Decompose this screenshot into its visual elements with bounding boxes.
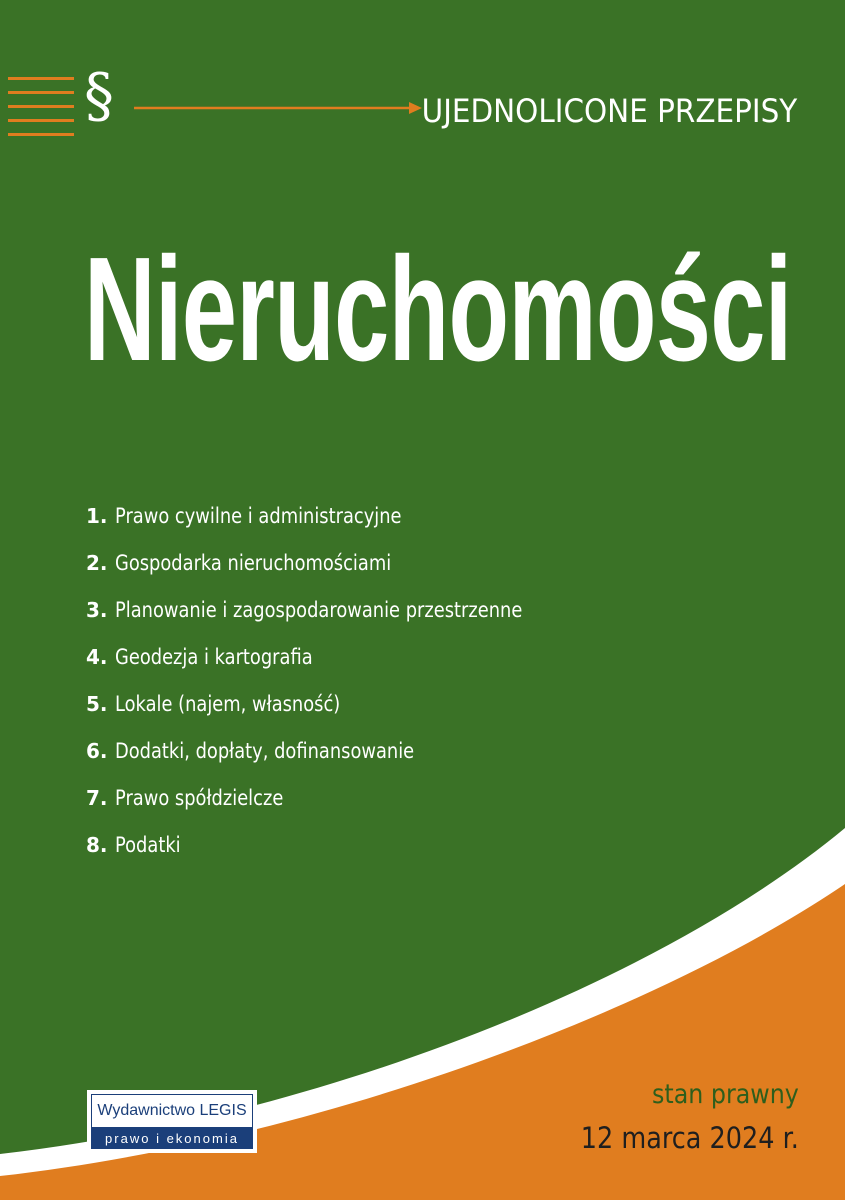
toc-text: Podatki [115,832,181,857]
toc-text: Lokale (najem, własność) [115,691,341,716]
toc-item [86,774,594,821]
series-title: UJEDNOLICONE PRZEPISY [421,92,797,130]
lines-icon [8,76,74,142]
toc-text: Gospodarka nieruchomościami [115,550,392,575]
arrow-icon [134,98,424,118]
toc-number: 2. [86,550,108,575]
publisher-name-box [91,1094,253,1128]
toc-item [86,492,594,539]
legal-status [551,1075,799,1161]
toc-number: 8. [86,832,108,857]
toc-text: Prawo cywilne i administracyjne [115,503,402,528]
toc-number: 3. [86,597,108,622]
toc-number: 7. [86,785,108,810]
book-title: Nieruchomości [84,227,792,392]
toc-item [86,586,594,633]
publisher-tagline: prawo i ekonomia [105,1131,239,1146]
toc-text: Planowanie i zagospodarowanie przestrzenne [115,597,523,622]
toc-number: 5. [86,691,108,716]
toc-text: Geodezja i kartografia [115,644,313,669]
table-of-contents [86,492,594,868]
toc-text: Prawo spółdzielcze [115,785,284,810]
publisher-name: Wydawnictwo LEGIS [97,1102,247,1119]
status-label: stan prawny [652,1079,799,1110]
toc-number: 1. [86,503,108,528]
toc-item [86,727,594,774]
toc-item [86,633,594,680]
section-icon: § [84,61,114,131]
status-date: 12 marca 2024 r. [580,1121,799,1155]
toc-item [86,821,594,868]
toc-text: Dodatki, dopłaty, dofinansowanie [115,738,415,763]
toc-number: 6. [86,738,108,763]
toc-item [86,539,594,586]
toc-item [86,680,594,727]
publisher-tagline-box [91,1128,253,1149]
toc-number: 4. [86,644,108,669]
publisher-logo [87,1090,257,1153]
